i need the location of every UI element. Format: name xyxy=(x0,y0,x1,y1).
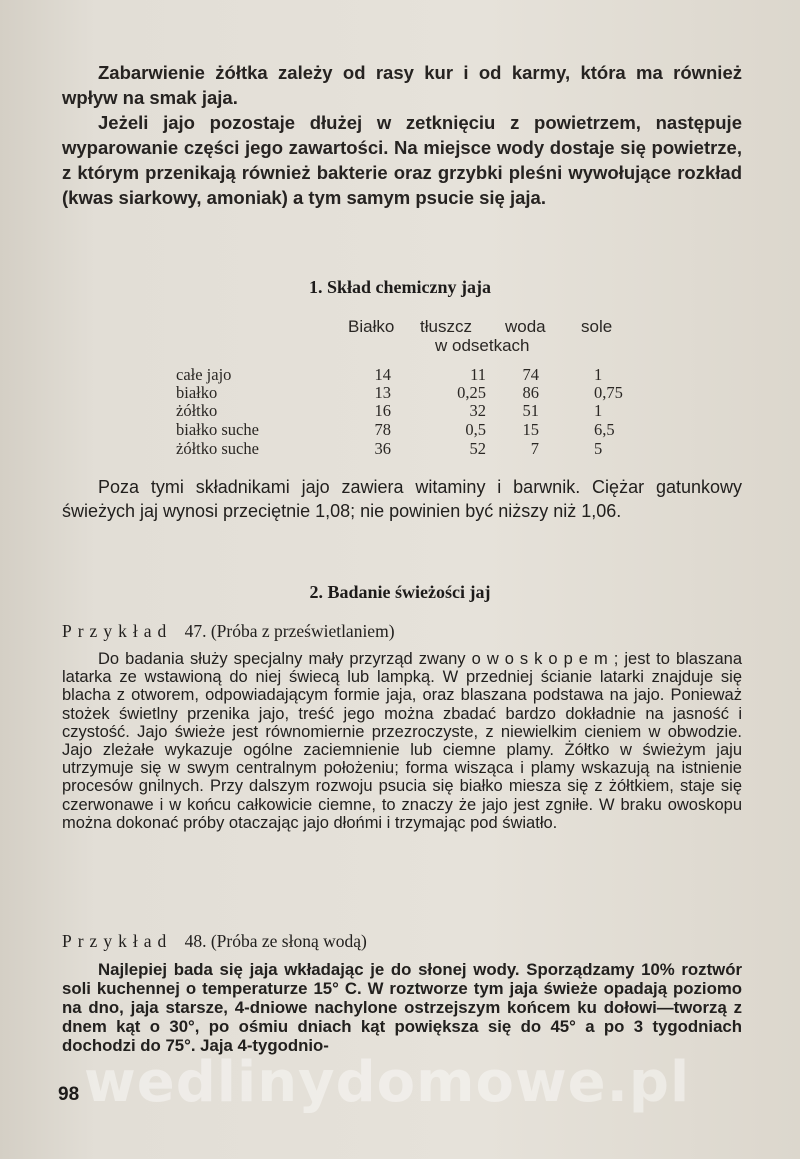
example-title: (Próba ze słoną wodą) xyxy=(210,931,367,951)
table-cell: 32 xyxy=(469,401,486,420)
table-row xyxy=(0,365,800,384)
column-header: sole xyxy=(581,317,613,336)
table-cell: 0,75 xyxy=(594,383,623,402)
example-paragraph: Najlepiej bada się jaja wkładając je do słonej wody. Sporządzamy 10% roztwór soli kuchennej o temperaturze 15° C. W roztworze tym jaja świeże opadają poziomo na dno, jaja starsze, 4-dniowe nachylone ostrzejszym końcem ku dołowi—tworzą z dnem kąt o 30°, po ośmiu dniach kąt powiększa się do 45° a po 3 tygodniach dochodzi do 75°. Jaja 4-tygodnio- xyxy=(62,960,742,1055)
example-label: Przykład xyxy=(62,621,173,641)
body-text: Do badania służy specjalny mały przyrząd zwany xyxy=(98,650,472,668)
table-cell: 36 xyxy=(374,439,391,458)
table-cell: 5 xyxy=(594,439,603,458)
table-cell: 15 xyxy=(522,420,539,439)
composition-note xyxy=(62,476,742,523)
table-cell: żółtko suche xyxy=(176,439,259,458)
column-header: tłuszcz xyxy=(420,317,472,336)
table-cell: białko xyxy=(176,383,218,402)
column-subheader: w odsetkach xyxy=(435,336,530,355)
section-title: 2. Badanie świeżości jaj xyxy=(309,582,491,602)
table-cell: 0,25 xyxy=(457,383,486,402)
table-cell: 86 xyxy=(522,383,539,402)
example-heading xyxy=(62,931,367,952)
example-number: 48. xyxy=(184,931,207,951)
intro-text xyxy=(62,60,742,210)
table-row xyxy=(0,401,800,420)
table-row xyxy=(0,420,800,439)
page-number: 98 xyxy=(58,1084,80,1105)
watermark: wedlinydomowe.pl xyxy=(84,1050,691,1115)
example-heading xyxy=(62,621,395,642)
intro-paragraph: Jeżeli jajo pozostaje dłużej w zetknięciu z powietrzem, następuje wyparowanie części jego zawartości. Na miejsce wody dostaje się powietrze, z którym przenikają również bakterie oraz grzybki pleśni wywołujące rozkład (kwas siarkowy, amoniak) a tym samym psucie się jaja. xyxy=(62,112,742,208)
table-cell: 78 xyxy=(374,420,391,439)
table-cell: 0,5 xyxy=(465,420,486,439)
column-header: woda xyxy=(505,317,546,336)
example-number: 47. xyxy=(184,621,207,641)
example-body xyxy=(62,960,742,1055)
table-cell: 11 xyxy=(470,365,486,384)
table-cell: 1 xyxy=(594,365,603,384)
example-title: (Próba z prześwietlaniem) xyxy=(210,621,395,641)
table-cell: całe jajo xyxy=(176,365,232,384)
table-cell: 13 xyxy=(374,383,391,402)
table-cell: 1 xyxy=(594,401,603,420)
column-header: Białko xyxy=(348,317,395,336)
section-title: 1. Skład chemiczny jaja xyxy=(309,277,491,297)
emphasized-term: owoskopem xyxy=(471,650,614,668)
table-cell: 7 xyxy=(530,439,539,458)
table-row xyxy=(0,439,800,458)
body-text: ; jest to blaszana latarka ze wstawioną do niej świecą lub lampką. W przedniej ścianie latarki znajduje się blacha z otworem, odpowiadającym formie jaja, oraz blaszana podstawa na jajo. Ponieważ stożek świetlny przenika jajo, treść jego można zbadać bardzo dokładnie na jasność i czystość. Jajo świeże jest równomiernie przezroczyste, z niewielkim cieniem w obwodzie. Jajo zleżałe wykazuje ogólne zaciemnienie lub ciemne plamy. Żółtko w świeżym jaju utrzymuje się w swym centralnym położeniu; forma wisząca i plamy wskazują na istnienie procesów gnilnych. Przy dalszym rozwoju psucia się białko miesza się z żółtkiem, staje się czerwonawe i w końcu całkowicie ciemne, to znaczy że jajo jest zgniłe. W braku owoskopu można dokonać próby otaczając jajo dłońmi i trzymając pod światło. xyxy=(62,650,742,832)
table-cell: 14 xyxy=(374,365,391,384)
example-body xyxy=(62,650,742,832)
table-cell: białko suche xyxy=(176,420,259,439)
table-cell: 16 xyxy=(374,401,391,420)
table-cell: 6,5 xyxy=(594,420,615,439)
table-cell: 52 xyxy=(469,439,486,458)
example-paragraph xyxy=(62,650,742,832)
note-paragraph: Poza tymi składnikami jajo zawiera witaminy i barwnik. Ciężar gatunkowy świeżych jaj wynosi przeciętnie 1,08; nie powinien być niższy niż 1,06. xyxy=(62,477,742,521)
table-cell: 74 xyxy=(522,365,539,384)
table-cell: żółtko xyxy=(176,401,218,420)
table-row xyxy=(0,383,800,402)
example-label: Przykład xyxy=(62,931,173,951)
table-cell: 51 xyxy=(522,401,539,420)
intro-paragraph: Zabarwienie żółtka zależy od rasy kur i od karmy, która ma również wpływ na smak jaja. xyxy=(62,62,742,108)
